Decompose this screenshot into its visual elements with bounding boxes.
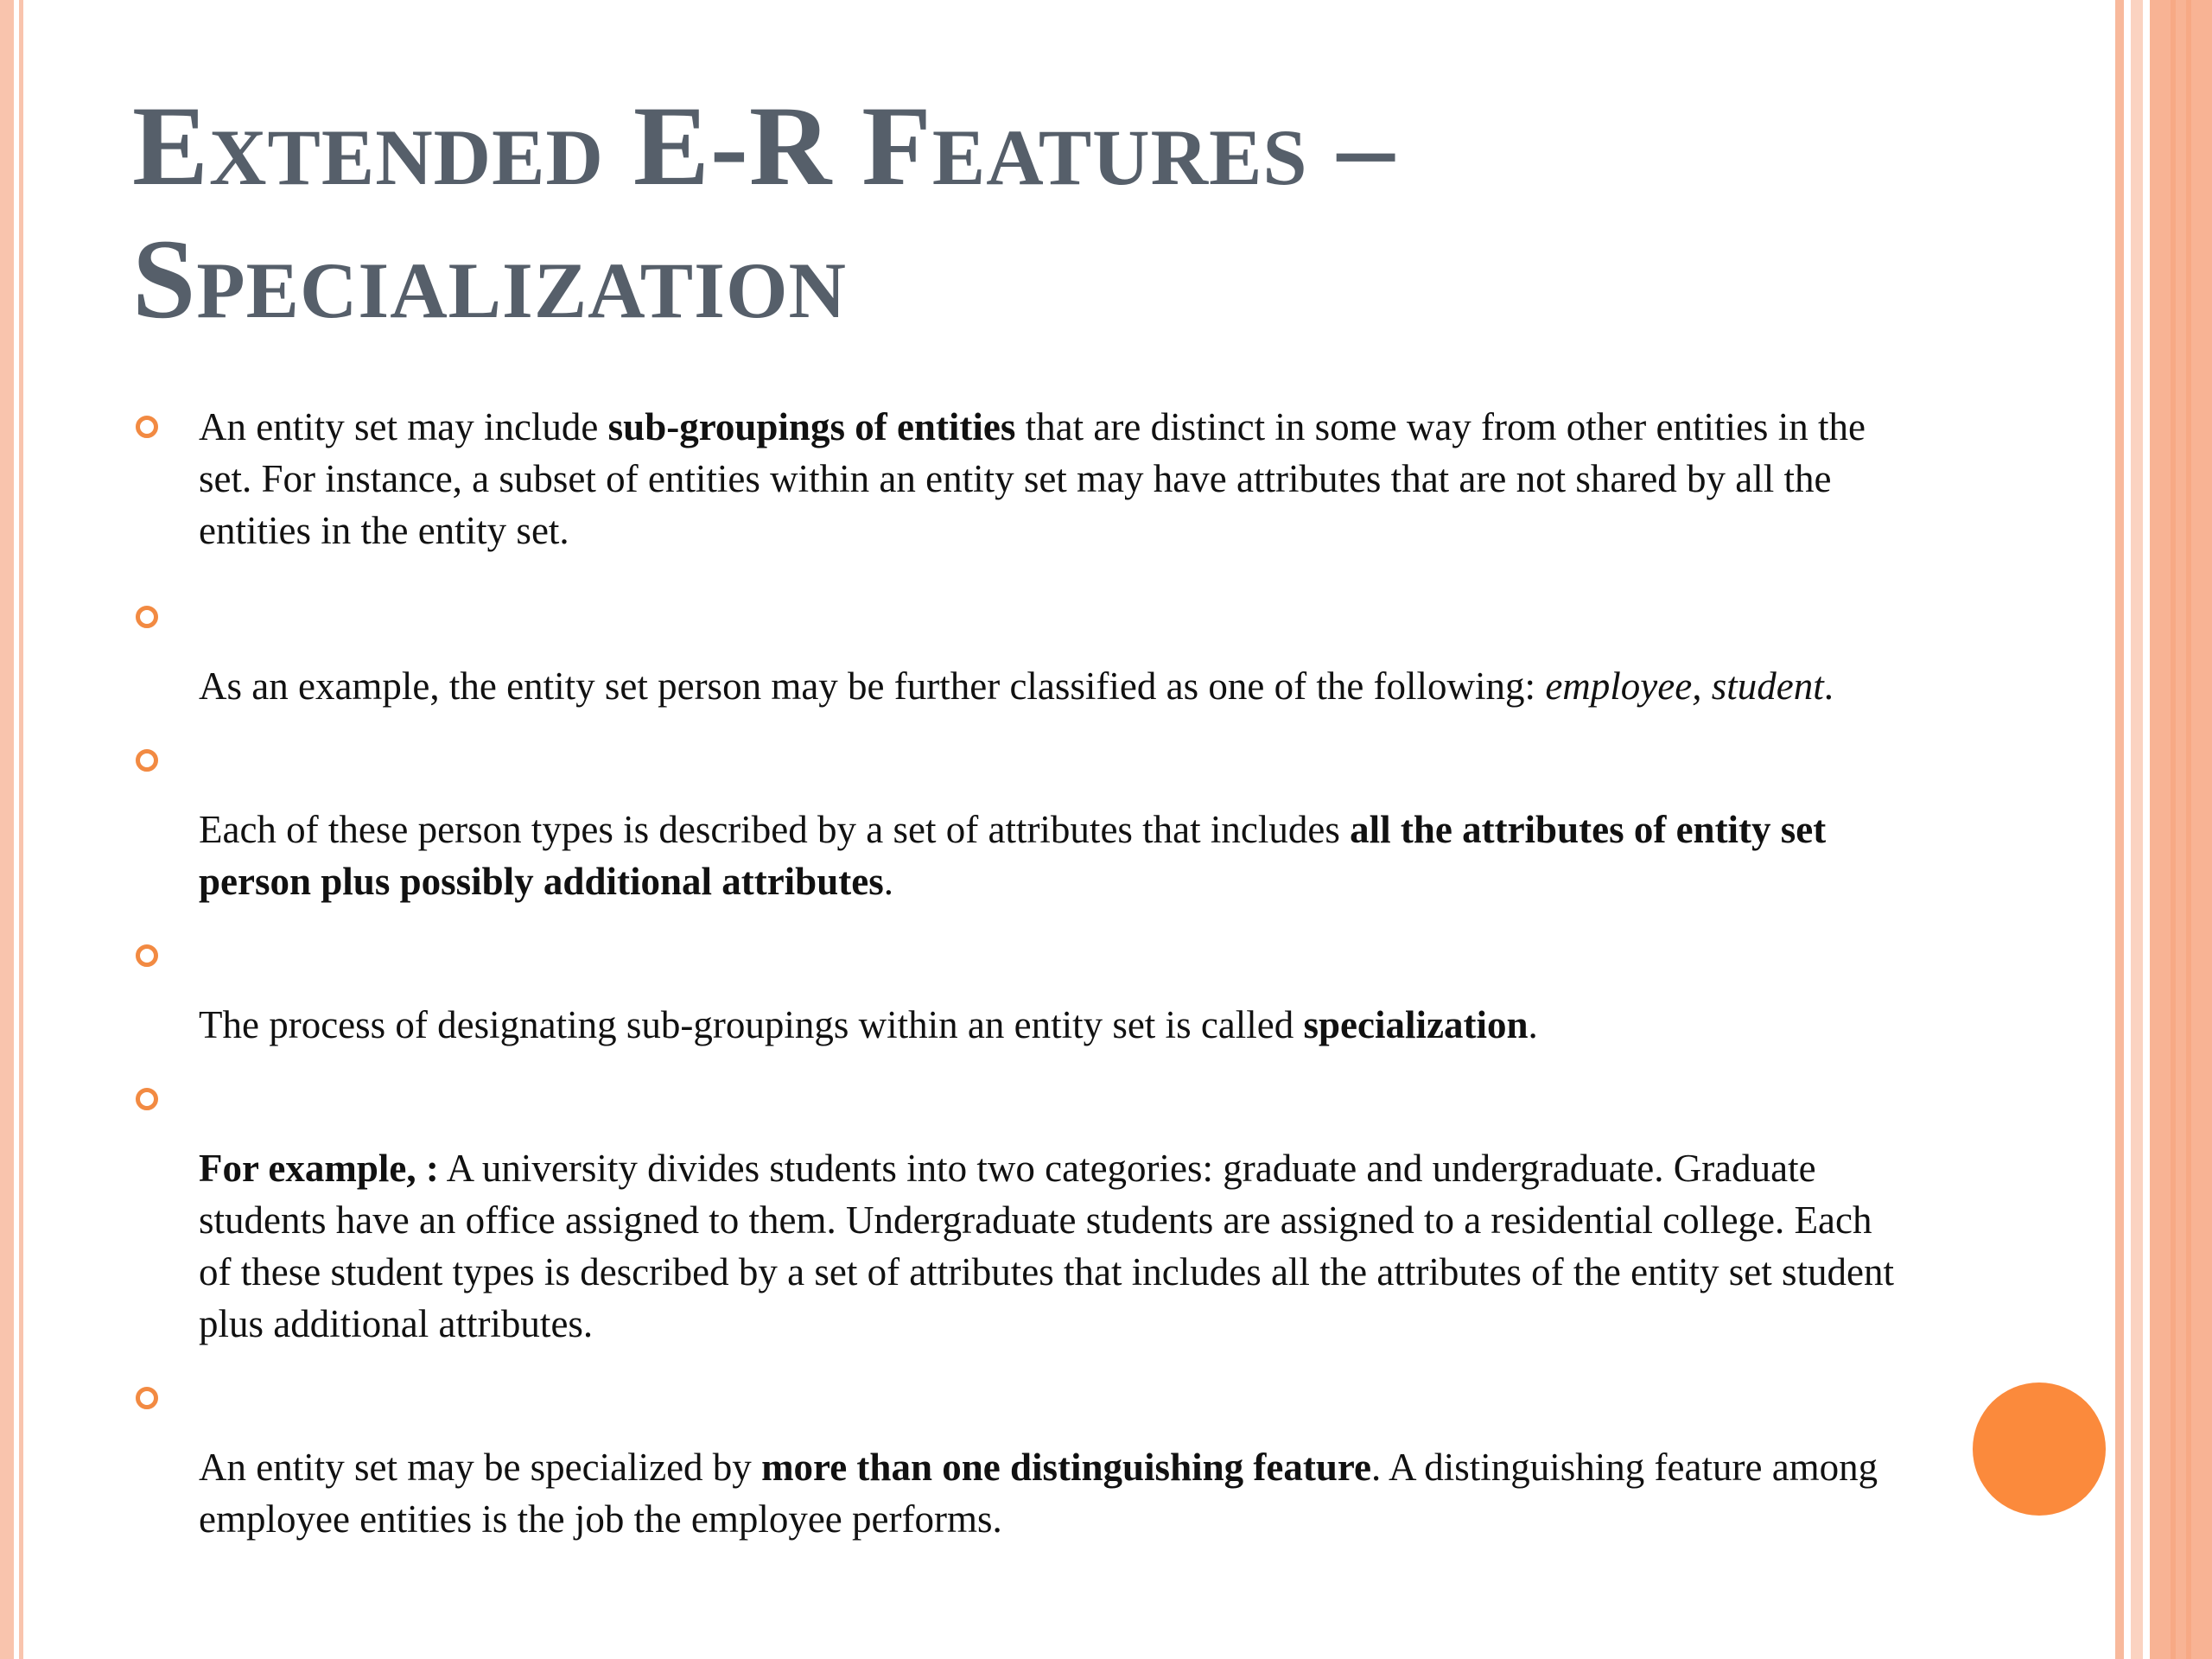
bullet-text: As an example, the entity set person may be further classified as one of the following: employee, student. (199, 664, 1834, 708)
bullet-item (132, 930, 1895, 1051)
right-border-stripe (2131, 0, 2143, 1659)
bullet-item (132, 401, 1895, 556)
bullet-text: The process of designating sub-groupings within an entity set is called specialization. (199, 1003, 1538, 1046)
bullet-item (132, 1073, 1895, 1350)
slide-title-line-2: Specialization (132, 215, 847, 342)
bullet-item (132, 1372, 1895, 1545)
hollow-circle-bullet-icon (136, 749, 158, 772)
bullet-text: Each of these person types is described by a set of attributes that includes all the attributes of entity set person plus possibly additional attributes. (199, 808, 1827, 903)
right-border-band (2150, 0, 2212, 1659)
bullet-item (132, 734, 1895, 907)
italic-phrase: employee, student (1545, 664, 1824, 708)
hollow-circle-bullet-icon (136, 416, 158, 438)
hollow-circle-bullet-icon (136, 1088, 158, 1110)
left-border-thin-stripe (19, 0, 23, 1659)
bullet-text: An entity set may include sub-groupings of entities that are distinct in some way from other entities in the set. For instance, a subset of entities within an entity set may have attributes that are not shared by all the entities in the entity set. (199, 405, 1866, 552)
bold-phrase: For example, : (199, 1147, 439, 1190)
slide-title (132, 79, 2033, 346)
bold-phrase: all the attributes of entity set person plus possibly additional attributes (199, 808, 1827, 903)
bullet-text: An entity set may be specialized by more than one distinguishing feature. A distinguishing feature among employee entities is the job the employee performs. (199, 1446, 1878, 1541)
bullet-item (132, 591, 1895, 712)
hollow-circle-bullet-icon (136, 1387, 158, 1409)
right-border-line (2186, 0, 2191, 1659)
left-border-stripe (0, 0, 14, 1659)
bullet-list (132, 401, 1895, 1545)
bold-phrase: more than one distinguishing feature (761, 1446, 1371, 1489)
bold-phrase: specialization (1303, 1003, 1529, 1046)
hollow-circle-bullet-icon (136, 606, 158, 628)
right-border-line (2171, 0, 2176, 1659)
hollow-circle-bullet-icon (136, 944, 158, 967)
orange-circle-decoration (1973, 1382, 2106, 1516)
bold-phrase: sub-groupings of entities (607, 405, 1016, 448)
right-border-stripe (2115, 0, 2124, 1659)
bullet-text: For example, : A university divides students into two categories: graduate and undergraduate. Graduate students have an office assigned to them. Undergraduate students are assigned to a residential college. Each of these student types is described by a set of attributes that includes all the attributes of the entity set student plus additional attributes. (199, 1147, 1895, 1345)
slide-title-line-1: Extended E-R Features – (132, 82, 1395, 209)
